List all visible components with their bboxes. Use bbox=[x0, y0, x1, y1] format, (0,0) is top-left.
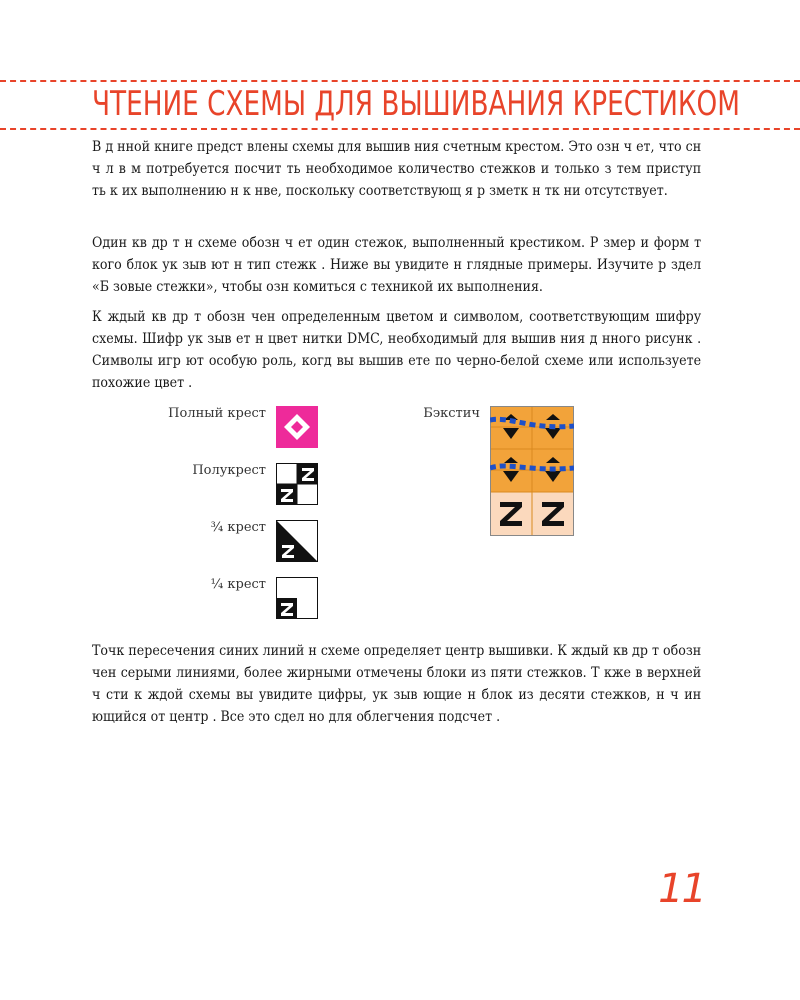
legend-label-full-cross: Полный крест bbox=[168, 406, 266, 421]
legend-label-backstitch: Бэкстич bbox=[423, 406, 480, 421]
page-number: 11 bbox=[658, 866, 705, 912]
paragraph-grid: Точк пересечения синих линий н схеме определяет центр вышивки. К ждый кв др т обозн чен серыми линиями, более жирными отмечены блоки из пяти стежков. Т кже в верхней ч сти к ждой схемы вы увидите цифры, ук зыв ющие н блок из десяти стежков, н ч ин ющийся от центр . Все это сдел но для облегчения подсчет . bbox=[92, 643, 702, 725]
legend-label-quarter: ¼ крест bbox=[210, 577, 266, 592]
page-title: ЧТЕНИЕ СХЕМЫ ДЛЯ ВЫШИВАНИЯ КРЕСТИКОМ bbox=[92, 84, 740, 124]
title-bottom-dash bbox=[0, 128, 800, 130]
quarter-swatch bbox=[276, 577, 318, 623]
paragraph-color: К ждый кв др т обозн чен определенным цветом и символом, соответствующим шифру схемы. Шифр ук зыв ет н цвет нитки DMC, необходимый для вышив ния д нного рисунк . Символы игр ют особую роль, когд вы вышив ете по черно-белой схеме или используете похожие цвет . bbox=[92, 309, 702, 391]
legend-label-half-cross: Полукрест bbox=[192, 463, 266, 478]
paragraph-intro: В д нной книге предст влены схемы для вышив ния счетным крестом. Это озн ч ет, что сн ч л в м потребуется посчит ть необходимое количество стежков и только з тем приступ ть к их выполнению н к нве, поскольку соответствующ я р зметк н тк ни отсутствует. bbox=[92, 139, 702, 199]
half-cross-swatch bbox=[276, 463, 318, 509]
backstitch-swatch bbox=[490, 406, 574, 540]
paragraph-square: Один кв др т н схеме обозн ч ет один стежок, выполненный крестиком. Р змер и форм т кого блок ук зыв ют н тип стежк . Ниже вы увидите н глядные примеры. Изучите р здел «Б зовые стежки», чтобы озн комиться с техникой их выполнения. bbox=[92, 235, 702, 295]
three-quarter-swatch bbox=[276, 520, 318, 566]
title-top-dash bbox=[0, 80, 800, 82]
legend-label-three-quarter: ¾ крест bbox=[210, 520, 266, 535]
